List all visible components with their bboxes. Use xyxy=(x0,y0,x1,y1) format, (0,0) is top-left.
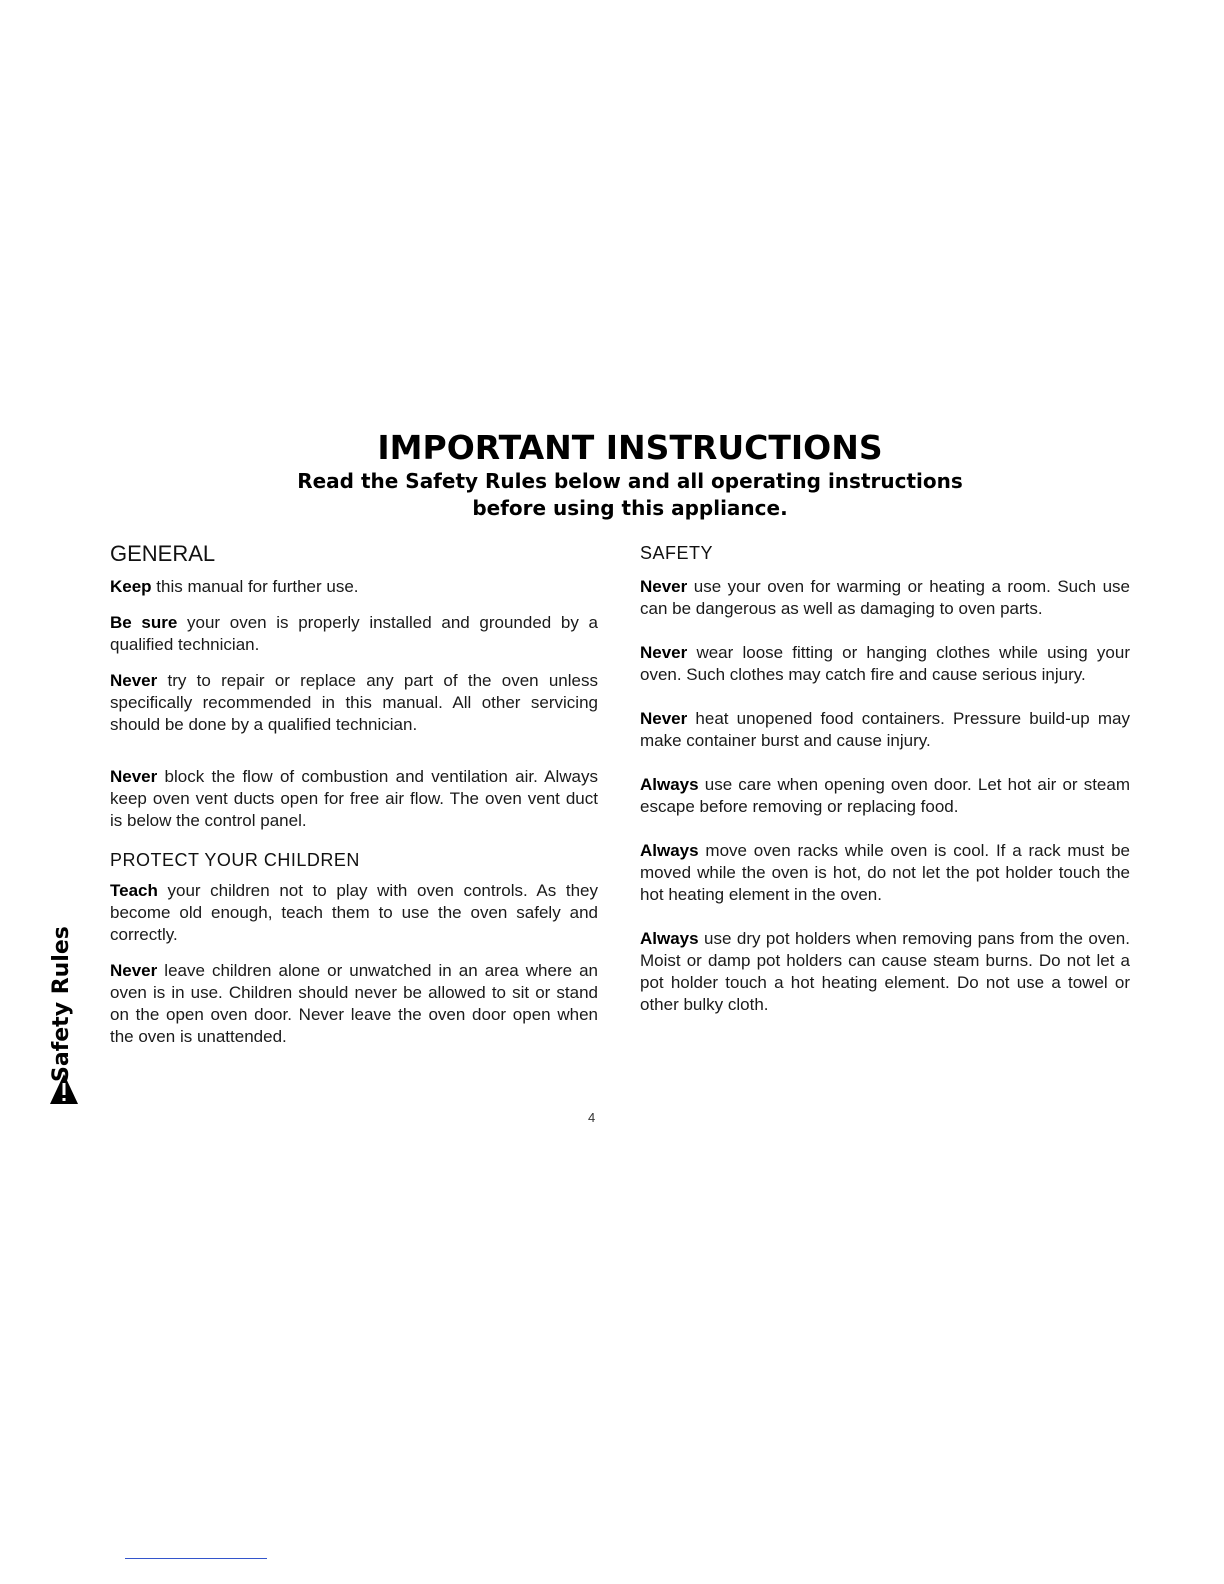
paragraph-text: use your oven for warming or heating a room. Such use can be dangerous as well as damaging to oven parts. xyxy=(640,577,1130,618)
page-header xyxy=(0,428,1224,522)
protect-paragraph xyxy=(110,960,598,1048)
paragraph-lead: Never xyxy=(640,709,688,728)
safety-paragraph xyxy=(640,576,1130,620)
paragraph-text: your children not to play with oven controls. As they become old enough, teach them to use the oven safely and correctly. xyxy=(110,881,598,944)
paragraph-lead: Never xyxy=(110,767,158,786)
right-column xyxy=(640,540,1130,1030)
paragraph-text: use dry pot holders when removing pans from the oven. Moist or damp pot holders can cause steam burns. Do not let a pot holder touch a hot heating element. Do not use a towel or other bulky cloth. xyxy=(640,929,1130,1014)
safety-heading: SAFETY xyxy=(640,543,714,563)
general-paragraph xyxy=(110,612,598,656)
page-number: 4 xyxy=(588,1110,596,1125)
protect-children-heading: PROTECT YOUR CHILDREN xyxy=(110,850,360,870)
page-subtitle-line-2: before using this appliance. xyxy=(472,496,788,520)
paragraph-lead: Keep xyxy=(110,577,152,596)
safety-rules-side-tab xyxy=(44,926,84,1130)
page-subtitle-line-1: Read the Safety Rules below and all operating instructions xyxy=(297,469,963,493)
paragraph-text: move oven racks while oven is cool. If a rack must be moved while the oven is hot, do not let the pot holder touch the hot heating element in the oven. xyxy=(640,841,1130,904)
paragraph-lead: Never xyxy=(110,671,158,690)
paragraph-lead: Always xyxy=(640,775,699,794)
page-title: IMPORTANT INSTRUCTIONS xyxy=(377,428,883,467)
safety-paragraph xyxy=(640,708,1130,752)
paragraph-lead: Always xyxy=(640,929,699,948)
side-tab-label: Safety Rules xyxy=(49,926,74,1082)
paragraph-text: heat unopened food containers. Pressure build-up may make container burst and cause injury. xyxy=(640,709,1130,750)
paragraph-text: this manual for further use. xyxy=(151,577,359,596)
paragraph-text: block the flow of combustion and ventilation air. Always keep oven vent ducts open for free air flow. The oven vent duct is below the control panel. xyxy=(110,767,598,830)
safety-paragraph xyxy=(640,642,1130,686)
paragraph-text: wear loose fitting or hanging clothes while using your oven. Such clothes may catch fire and cause serious injury. xyxy=(640,643,1130,684)
paragraph-text: leave children alone or unwatched in an area where an oven is in use. Children should never be allowed to sit or stand on the open oven door. Never leave the oven door open when the oven is unattended. xyxy=(110,961,598,1046)
paragraph-text: your oven is properly installed and grounded by a qualified technician. xyxy=(110,613,599,654)
general-heading: GENERAL xyxy=(110,541,216,566)
safety-paragraph xyxy=(640,928,1130,1016)
paragraph-text: use care when opening oven door. Let hot air or steam escape before removing or replacing food. xyxy=(640,775,1130,816)
paragraph-lead: Always xyxy=(640,841,699,860)
warning-triangle-icon xyxy=(48,1072,80,1106)
protect-paragraph xyxy=(110,880,598,946)
safety-paragraph xyxy=(640,774,1130,818)
general-paragraph xyxy=(110,670,598,736)
paragraph-lead: Never xyxy=(640,643,688,662)
safety-paragraph xyxy=(640,840,1130,906)
paragraph-text: try to repair or replace any part of the oven unless specifically recommended in this manual. All other servicing should be done by a qualified technician. xyxy=(110,671,598,734)
left-column xyxy=(110,540,598,1062)
general-paragraph xyxy=(110,576,598,598)
paragraph-lead: Teach xyxy=(110,881,158,900)
footnote-divider xyxy=(125,1558,267,1559)
paragraph-lead: Never xyxy=(110,961,158,980)
paragraph-lead: Be sure xyxy=(110,613,178,632)
general-paragraph xyxy=(110,766,598,832)
paragraph-lead: Never xyxy=(640,577,688,596)
